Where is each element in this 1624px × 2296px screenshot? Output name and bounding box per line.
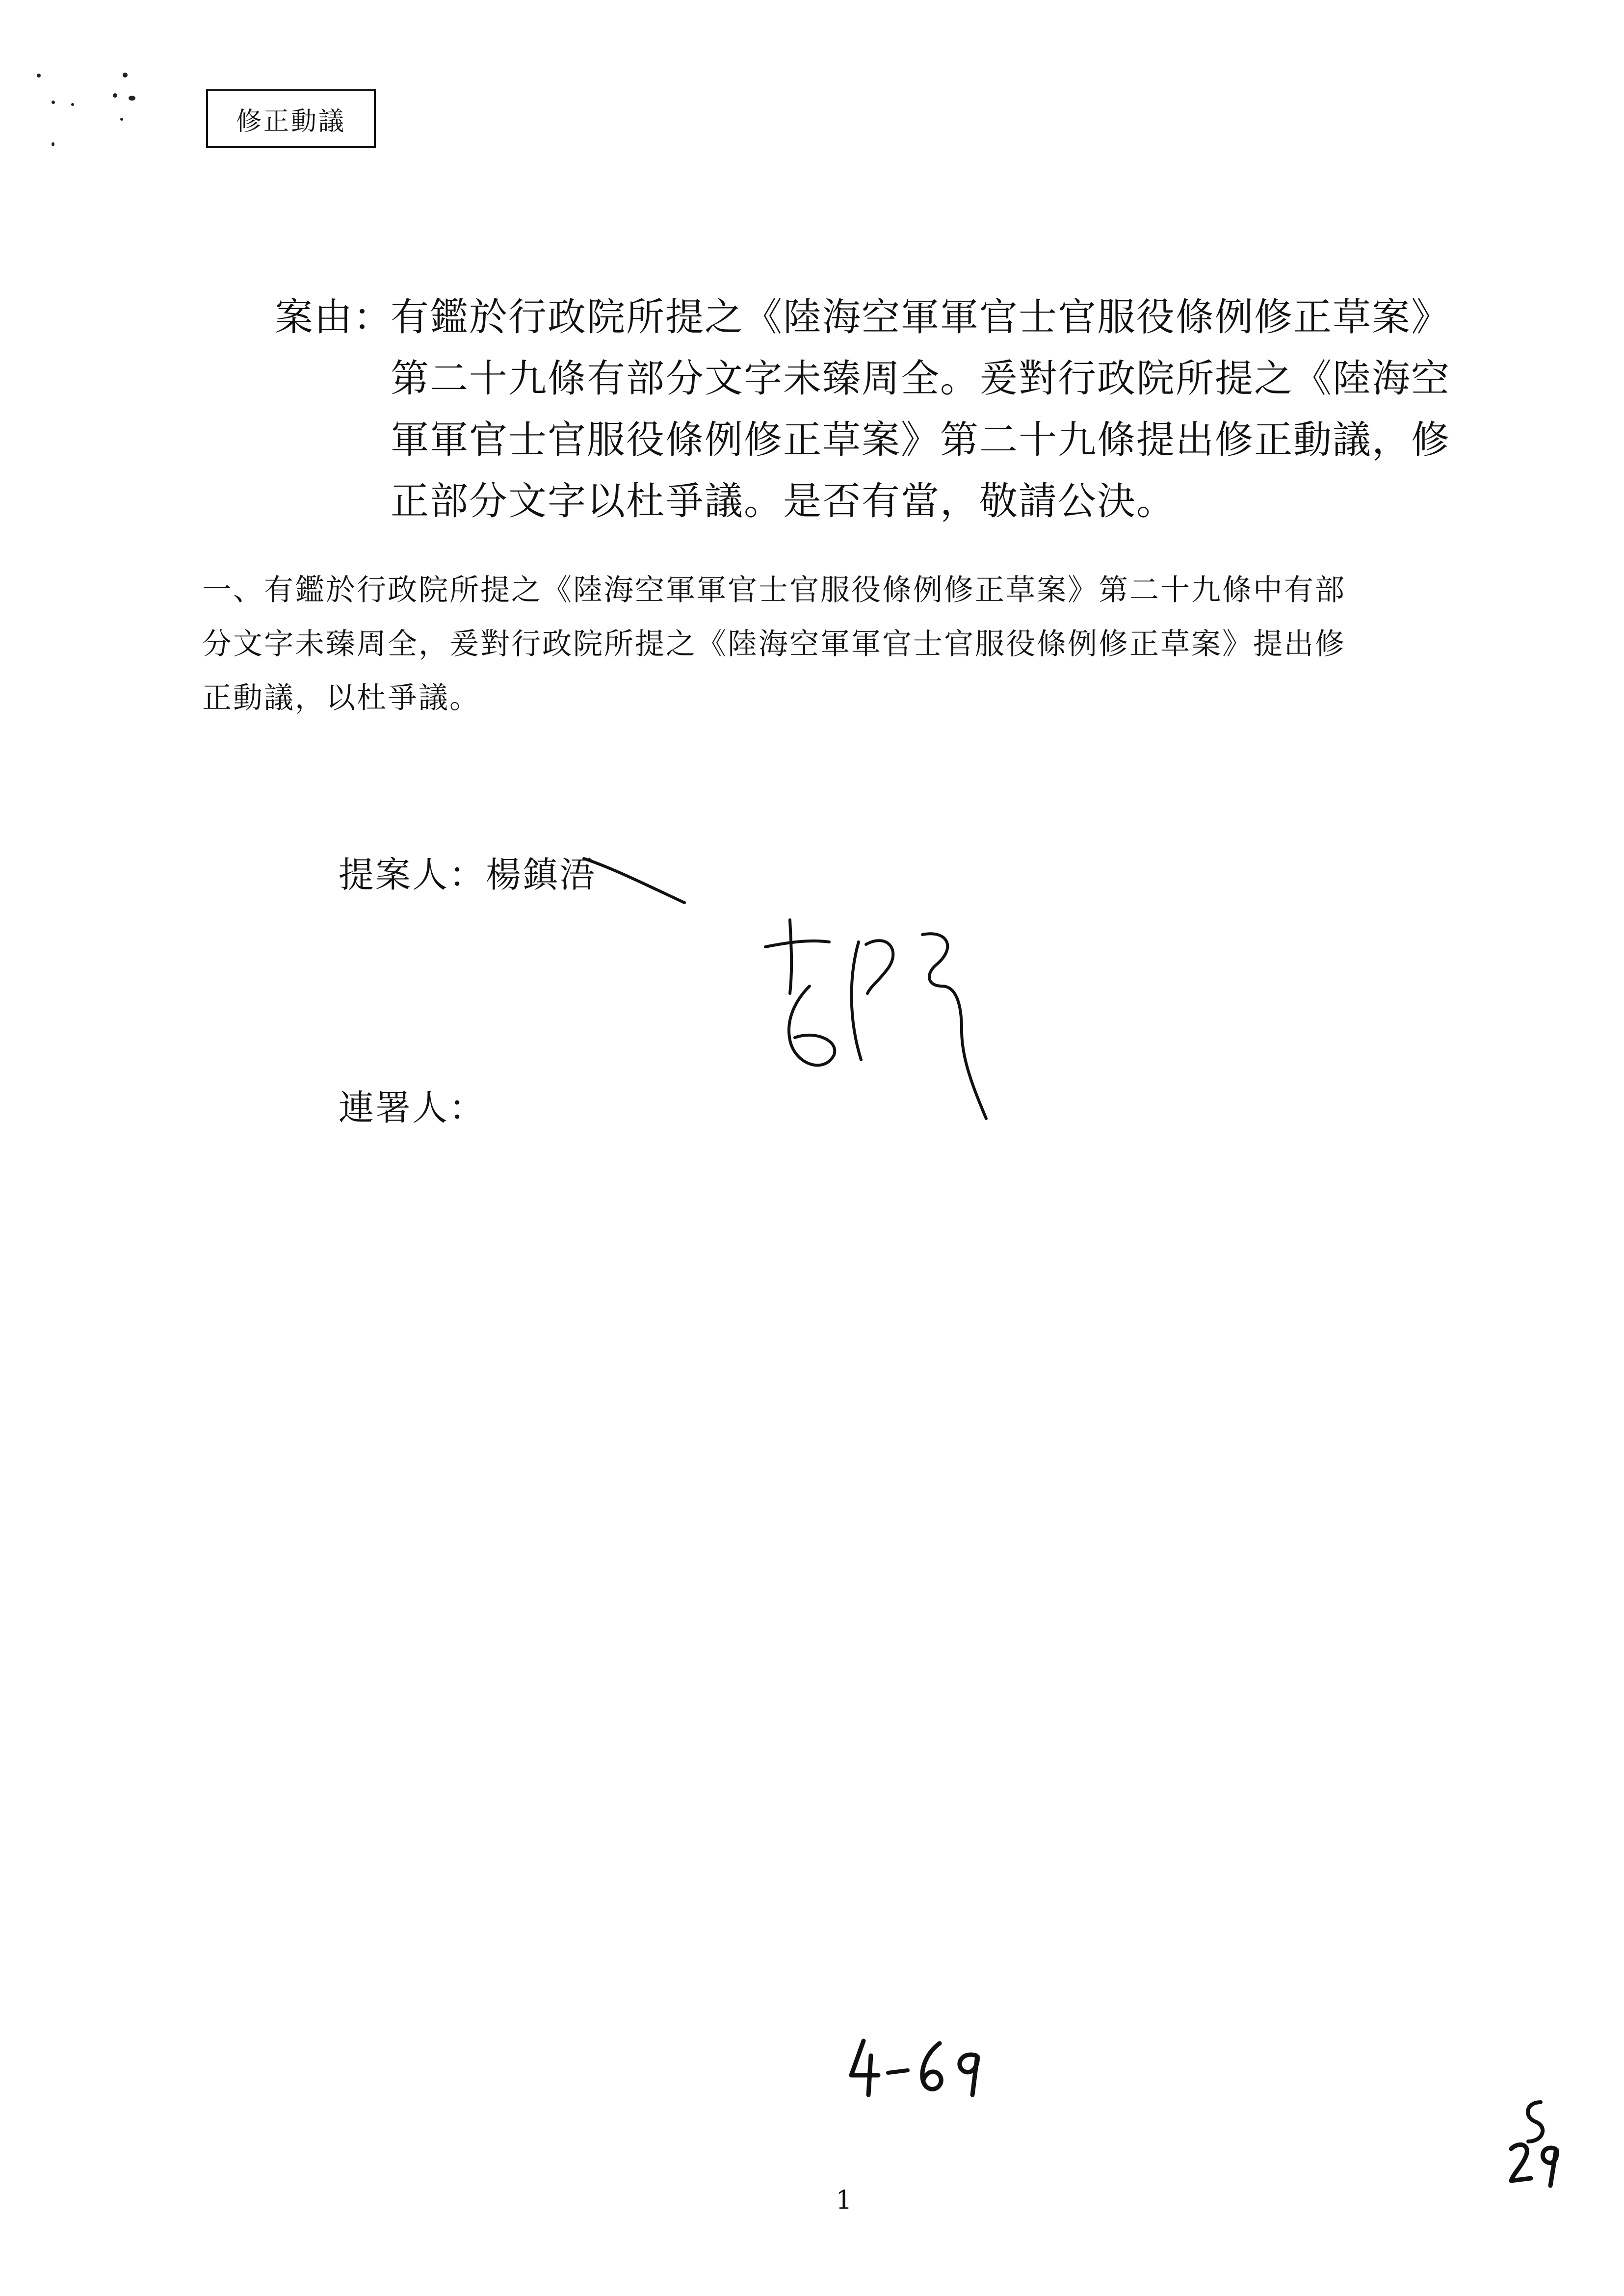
explanation-line: 正動議，以杜爭議。 bbox=[202, 681, 480, 715]
handwritten-note-4-69 bbox=[844, 2036, 991, 2100]
explanation-line: 分文字未臻周全，爰對行政院所提之《陸海空軍軍官士官服役條例修正草案》提出修 bbox=[202, 627, 1346, 661]
explanation-line: 一、有鑑於行政院所提之《陸海空軍軍官士官服役條例修正草案》第二十九條中有部 bbox=[202, 573, 1346, 607]
case-text-line: 軍軍官士官服役條例修正草案》第二十九條提出修正動議，修 bbox=[391, 418, 1451, 462]
scan-speck bbox=[37, 74, 41, 78]
scan-speck bbox=[113, 93, 117, 98]
signature-strike-stroke bbox=[574, 854, 692, 913]
document-type-box bbox=[206, 89, 376, 148]
case-text-line: 有鑑於行政院所提之《陸海空軍軍官士官服役條例修正草案》 bbox=[391, 295, 1451, 339]
scan-speck bbox=[120, 118, 123, 121]
scan-speck bbox=[123, 73, 128, 78]
scan-speck bbox=[52, 142, 54, 146]
scan-speck bbox=[52, 101, 55, 104]
cosigner-line: 連署人： bbox=[339, 1087, 486, 1128]
case-label: 案由： bbox=[275, 295, 393, 339]
case-text-line: 第二十九條有部分文字未臻周全。爰對行政院所提之《陸海空 bbox=[391, 357, 1451, 401]
handwritten-signature bbox=[756, 913, 1011, 1138]
case-section bbox=[275, 287, 1452, 532]
scan-speck bbox=[129, 96, 135, 101]
case-text-line: 正部分文字以杜爭議。是否有當，敬請公決。 bbox=[391, 479, 1176, 523]
handwritten-corner-mark bbox=[1501, 2095, 1565, 2193]
page-number: 1 bbox=[836, 2186, 852, 2215]
scan-speck bbox=[71, 103, 74, 106]
document-type-label: 修正動議 bbox=[236, 106, 346, 136]
proposer-line: 提案人：楊鎮浯 bbox=[339, 854, 597, 895]
explanation-section bbox=[202, 563, 1458, 725]
